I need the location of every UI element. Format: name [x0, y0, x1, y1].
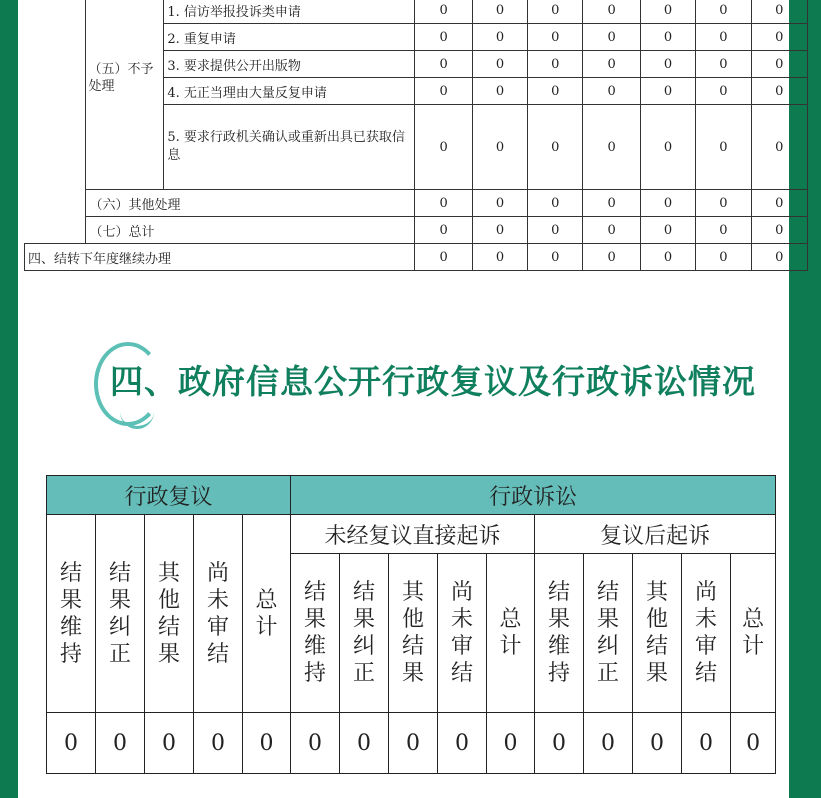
section-heading [80, 340, 800, 430]
table-row [47, 713, 776, 774]
cell-value: 0 [415, 51, 472, 78]
cell-value: 0 [751, 244, 807, 271]
column-header: 总计 [731, 554, 776, 713]
cell-value: 0 [696, 190, 751, 217]
cell-value: 0 [415, 24, 472, 51]
direct-suit-header: 未经复议直接起诉 [291, 515, 535, 554]
cell-value: 0 [640, 244, 695, 271]
cell-value: 0 [583, 51, 640, 78]
column-header: 总计 [243, 515, 291, 713]
cell-value: 0 [751, 105, 807, 190]
cell-value: 0 [583, 0, 640, 24]
cell-value: 0 [682, 713, 731, 774]
cell-value: 0 [528, 105, 583, 190]
row-label: 1. 信访举报投诉类申请 [164, 0, 415, 24]
cell-value: 0 [751, 78, 807, 105]
cell-value: 0 [751, 51, 807, 78]
cell-value: 0 [472, 78, 527, 105]
cell-value: 0 [145, 713, 194, 774]
cell-value: 0 [291, 713, 340, 774]
row-label: 3. 要求提供公开出版物 [164, 51, 415, 78]
cell-value: 0 [583, 78, 640, 105]
cell-value: 0 [472, 105, 527, 190]
cell-value: 0 [472, 24, 527, 51]
cell-value: 0 [640, 217, 695, 244]
cell-value: 0 [640, 24, 695, 51]
cell-value: 0 [640, 105, 695, 190]
column-header: 尚未审结 [438, 554, 487, 713]
row-label: 2. 重复申请 [164, 24, 415, 51]
row-label: （七）总计 [86, 217, 415, 244]
cell-value: 0 [194, 713, 243, 774]
column-header: 结果纠正 [96, 515, 145, 713]
cell-value: 0 [528, 24, 583, 51]
cell-value: 0 [389, 713, 438, 774]
table-row [25, 244, 808, 271]
cell-value: 0 [696, 105, 751, 190]
cell-value: 0 [583, 244, 640, 271]
cell-value: 0 [487, 713, 535, 774]
cell-value: 0 [696, 24, 751, 51]
cell-value: 0 [696, 78, 751, 105]
cell-value: 0 [751, 217, 807, 244]
cell-value: 0 [640, 78, 695, 105]
section-title: 四、政府信息公开行政复议及行政诉讼情况 [110, 362, 756, 401]
cell-value: 0 [584, 713, 633, 774]
cell-value: 0 [528, 51, 583, 78]
table-row [25, 190, 808, 217]
cell-value: 0 [472, 190, 527, 217]
cell-value: 0 [472, 217, 527, 244]
row-label: 5. 要求行政机关确认或重新出具已获取信息 [164, 105, 415, 190]
cell-value: 0 [731, 713, 776, 774]
cell-value: 0 [640, 190, 695, 217]
cell-value: 0 [340, 713, 389, 774]
cell-value: 0 [696, 0, 751, 24]
column-header: 结果纠正 [584, 554, 633, 713]
cell-value: 0 [751, 24, 807, 51]
litigation-header: 行政诉讼 [291, 476, 776, 515]
cell-value: 0 [528, 244, 583, 271]
column-header: 结果纠正 [340, 554, 389, 713]
column-header: 结果维持 [535, 554, 584, 713]
cell-value: 0 [751, 0, 807, 24]
column-header: 其他结果 [145, 515, 194, 713]
column-header: 尚未审结 [194, 515, 243, 713]
cell-value: 0 [415, 217, 472, 244]
column-header: 其他结果 [389, 554, 438, 713]
cell-value: 0 [633, 713, 682, 774]
cell-value: 0 [96, 713, 145, 774]
processing-results-table [24, 0, 808, 271]
column-header: 结果维持 [291, 554, 340, 713]
cell-value: 0 [583, 105, 640, 190]
cell-value: 0 [583, 217, 640, 244]
row-label: 4. 无正当理由大量反复申请 [164, 78, 415, 105]
table-row [25, 0, 808, 24]
cell-value: 0 [696, 217, 751, 244]
review-header: 行政复议 [47, 476, 291, 515]
cell-value: 0 [528, 0, 583, 24]
cell-value: 0 [528, 190, 583, 217]
cell-value: 0 [415, 0, 472, 24]
column-header: 总计 [487, 554, 535, 713]
cell-value: 0 [751, 190, 807, 217]
cell-value: 0 [640, 0, 695, 24]
cell-value: 0 [528, 217, 583, 244]
review-litigation-table [46, 475, 776, 774]
cell-value: 0 [415, 105, 472, 190]
cell-value: 0 [583, 24, 640, 51]
column-header: 其他结果 [633, 554, 682, 713]
after-review-suit-header: 复议后起诉 [535, 515, 776, 554]
cell-value: 0 [528, 78, 583, 105]
cell-value: 0 [472, 0, 527, 24]
cell-value: 0 [438, 713, 487, 774]
row-label: （六）其他处理 [86, 190, 415, 217]
cell-value: 0 [696, 244, 751, 271]
category-label: （五）不予处理 [86, 0, 164, 190]
cell-value: 0 [415, 78, 472, 105]
cell-value: 0 [472, 51, 527, 78]
column-header: 结果维持 [47, 515, 96, 713]
cell-value: 0 [640, 51, 695, 78]
cell-value: 0 [535, 713, 584, 774]
cell-value: 0 [415, 190, 472, 217]
cell-value: 0 [583, 190, 640, 217]
cell-value: 0 [696, 51, 751, 78]
cell-value: 0 [415, 244, 472, 271]
column-header: 尚未审结 [682, 554, 731, 713]
cell-value: 0 [472, 244, 527, 271]
row-label: 四、结转下年度继续办理 [25, 244, 415, 271]
cell-value: 0 [243, 713, 291, 774]
table-row [25, 217, 808, 244]
document-page [18, 0, 789, 798]
cell-value: 0 [47, 713, 96, 774]
